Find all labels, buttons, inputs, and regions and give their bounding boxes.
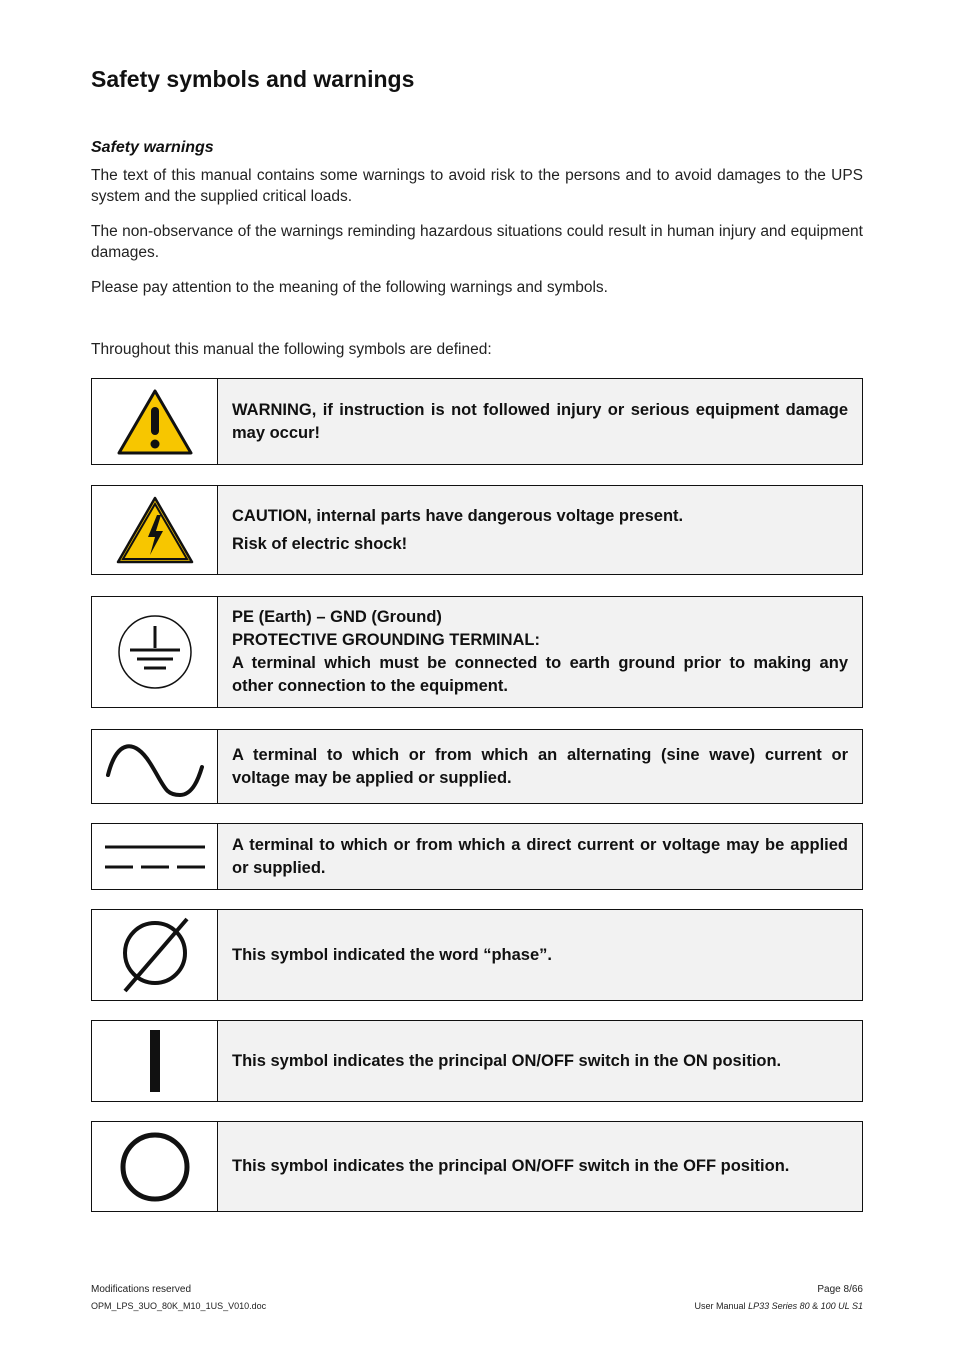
- symbol-row-alternating-current: [91, 729, 863, 804]
- intro-paragraph: The text of this manual contains some warnings to avoid risk to the persons and to avoid damages to the UPS system and the supplied critical loads.: [91, 167, 863, 205]
- footer-modifications: Modifications reserved: [91, 1284, 192, 1295]
- direct-current-icon: [103, 837, 207, 877]
- symbol-description: Risk of electric shock!: [232, 535, 408, 553]
- symbol-description: A terminal which must be connected to earth ground prior to making any other connection to the equipment.: [232, 654, 848, 695]
- section-subheading: Safety warnings: [91, 139, 214, 156]
- symbol-row-warning: [91, 378, 863, 465]
- symbol-description: CAUTION, internal parts have dangerous voltage present.: [232, 507, 684, 525]
- page-title: Safety symbols and warnings: [91, 66, 415, 92]
- symbol-row-on-switch: [91, 1020, 863, 1102]
- footer-page-number: Page 8/66: [817, 1284, 863, 1295]
- symbol-description: WARNING, if instruction is not followed injury or serious equipment damage may occur!: [232, 400, 848, 442]
- symbol-row-off-switch: [91, 1121, 863, 1212]
- symbol-description: This symbol indicates the principal ON/OFF switch in the OFF position.: [232, 1157, 790, 1175]
- sine-wave-icon: [105, 737, 205, 797]
- warning-paragraph: The non-observance of the warnings reminding hazardous situations could result in human injury and equipment damages.: [91, 223, 863, 261]
- phase-icon: [115, 915, 195, 995]
- symbol-description: PE (Earth) – GND (Ground): [232, 608, 442, 626]
- symbol-description: PROTECTIVE GROUNDING TERMINAL:: [232, 631, 540, 649]
- electric-shock-icon: [115, 495, 195, 565]
- symbol-row-direct-current: [91, 823, 863, 890]
- symbol-description: A terminal to which or from which an alternating (sine wave) current or voltage may be applied or supplied.: [232, 745, 848, 787]
- symbol-description: A terminal to which or from which a direct current or voltage may be applied or supplied.: [232, 835, 848, 877]
- on-switch-icon: [140, 1028, 170, 1094]
- ground-terminal-icon: [115, 612, 195, 692]
- symbol-description: This symbol indicated the word “phase”.: [232, 945, 552, 964]
- symbols-intro-paragraph: Throughout this manual the following symbols are defined:: [91, 341, 492, 358]
- footer-document-name: OPM_LPS_3UO_80K_M10_1US_V010.doc: [91, 1301, 267, 1311]
- attention-paragraph: Please pay attention to the meaning of the following warnings and symbols.: [91, 279, 608, 296]
- off-switch-icon: [115, 1127, 195, 1207]
- symbol-row-electric-shock: [91, 485, 863, 575]
- symbol-row-phase: [91, 909, 863, 1001]
- warning-triangle-icon: [115, 387, 195, 457]
- symbol-row-ground: [91, 596, 863, 708]
- footer-manual-title: User Manual LP33 Series 80 & 100 UL S1: [694, 1301, 863, 1311]
- symbol-description: This symbol indicates the principal ON/OFF switch in the ON position.: [232, 1051, 782, 1070]
